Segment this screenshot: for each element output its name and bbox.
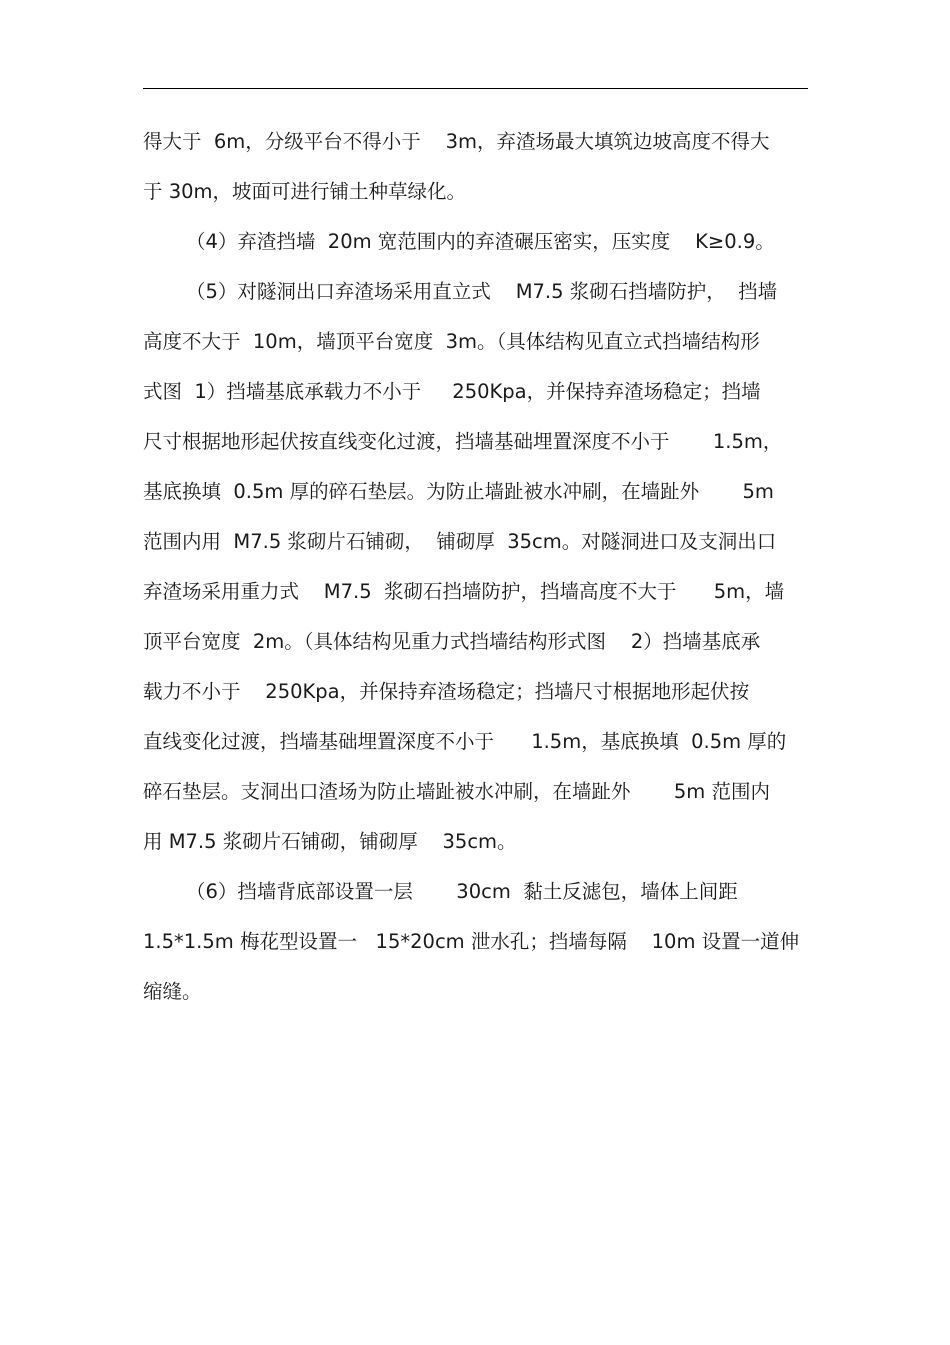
text-line: 基底换填 0.5m 厚的碎石垫层。为防止墙趾被水冲刷，在墙趾外 5m: [143, 480, 774, 503]
header-rule: [143, 88, 808, 89]
text-line: 直线变化过渡，挡墙基础埋置深度不小于 1.5m，基底换填 0.5m 厚的: [143, 730, 787, 753]
text-line: 弃渣场采用重力式 M7.5 浆砌石挡墙防护，挡墙高度不大于 5m，墙: [143, 580, 785, 603]
text-line: 高度不大于 10m，墙顶平台宽度 3m。（具体结构见直立式挡墙结构形: [143, 330, 760, 353]
paragraph-4-line: （4）弃渣挡墙 20m 宽范围内的弃渣碾压密实，压实度 K≥0.9。: [186, 230, 775, 253]
text-line: 尺寸根据地形起伏按直线变化过渡，挡墙基础埋置深度不小于 1.5m，: [143, 430, 783, 453]
paragraph-5-line: （5）对隧洞出口弃渣场采用直立式 M7.5 浆砌石挡墙防护， 挡墙: [186, 280, 778, 303]
text-line: 碎石垫层。支洞出口渣场为防止墙趾被水冲刷，在墙趾外 5m 范围内: [143, 780, 770, 803]
text-line: 载力不小于 250Kpa，并保持弃渣场稳定；挡墙尺寸根据地形起伏按: [143, 680, 750, 703]
text-line: 式图 1）挡墙基底承载力不小于 250Kpa，并保持弃渣场稳定；挡墙: [143, 380, 761, 403]
text-line: 范围内用 M7.5 浆砌片石铺砌， 铺砌厚 35cm。对隧洞进口及支洞出口: [143, 530, 777, 553]
text-line: 用 M7.5 浆砌片石铺砌，铺砌厚 35cm。: [143, 830, 517, 853]
text-line: 于 30m，坡面可进行铺土种草绿化。: [143, 180, 467, 203]
text-line: 顶平台宽度 2m。（具体结构见重力式挡墙结构形式图 2）挡墙基底承: [143, 630, 761, 653]
text-line: 缩缝。: [143, 980, 202, 1003]
document-body: [143, 120, 808, 1020]
paragraph-6-line: （6）挡墙背底部设置一层 30cm 黏土反滤包，墙体上间距: [186, 880, 738, 903]
text-line: 得大于 6m，分级平台不得小于 3m，弃渣场最大填筑边坡高度不得大: [143, 130, 770, 153]
text-line: 1.5*1.5m 梅花型设置一 15*20cm 泄水孔；挡墙每隔 10m 设置一道伸: [143, 930, 800, 953]
